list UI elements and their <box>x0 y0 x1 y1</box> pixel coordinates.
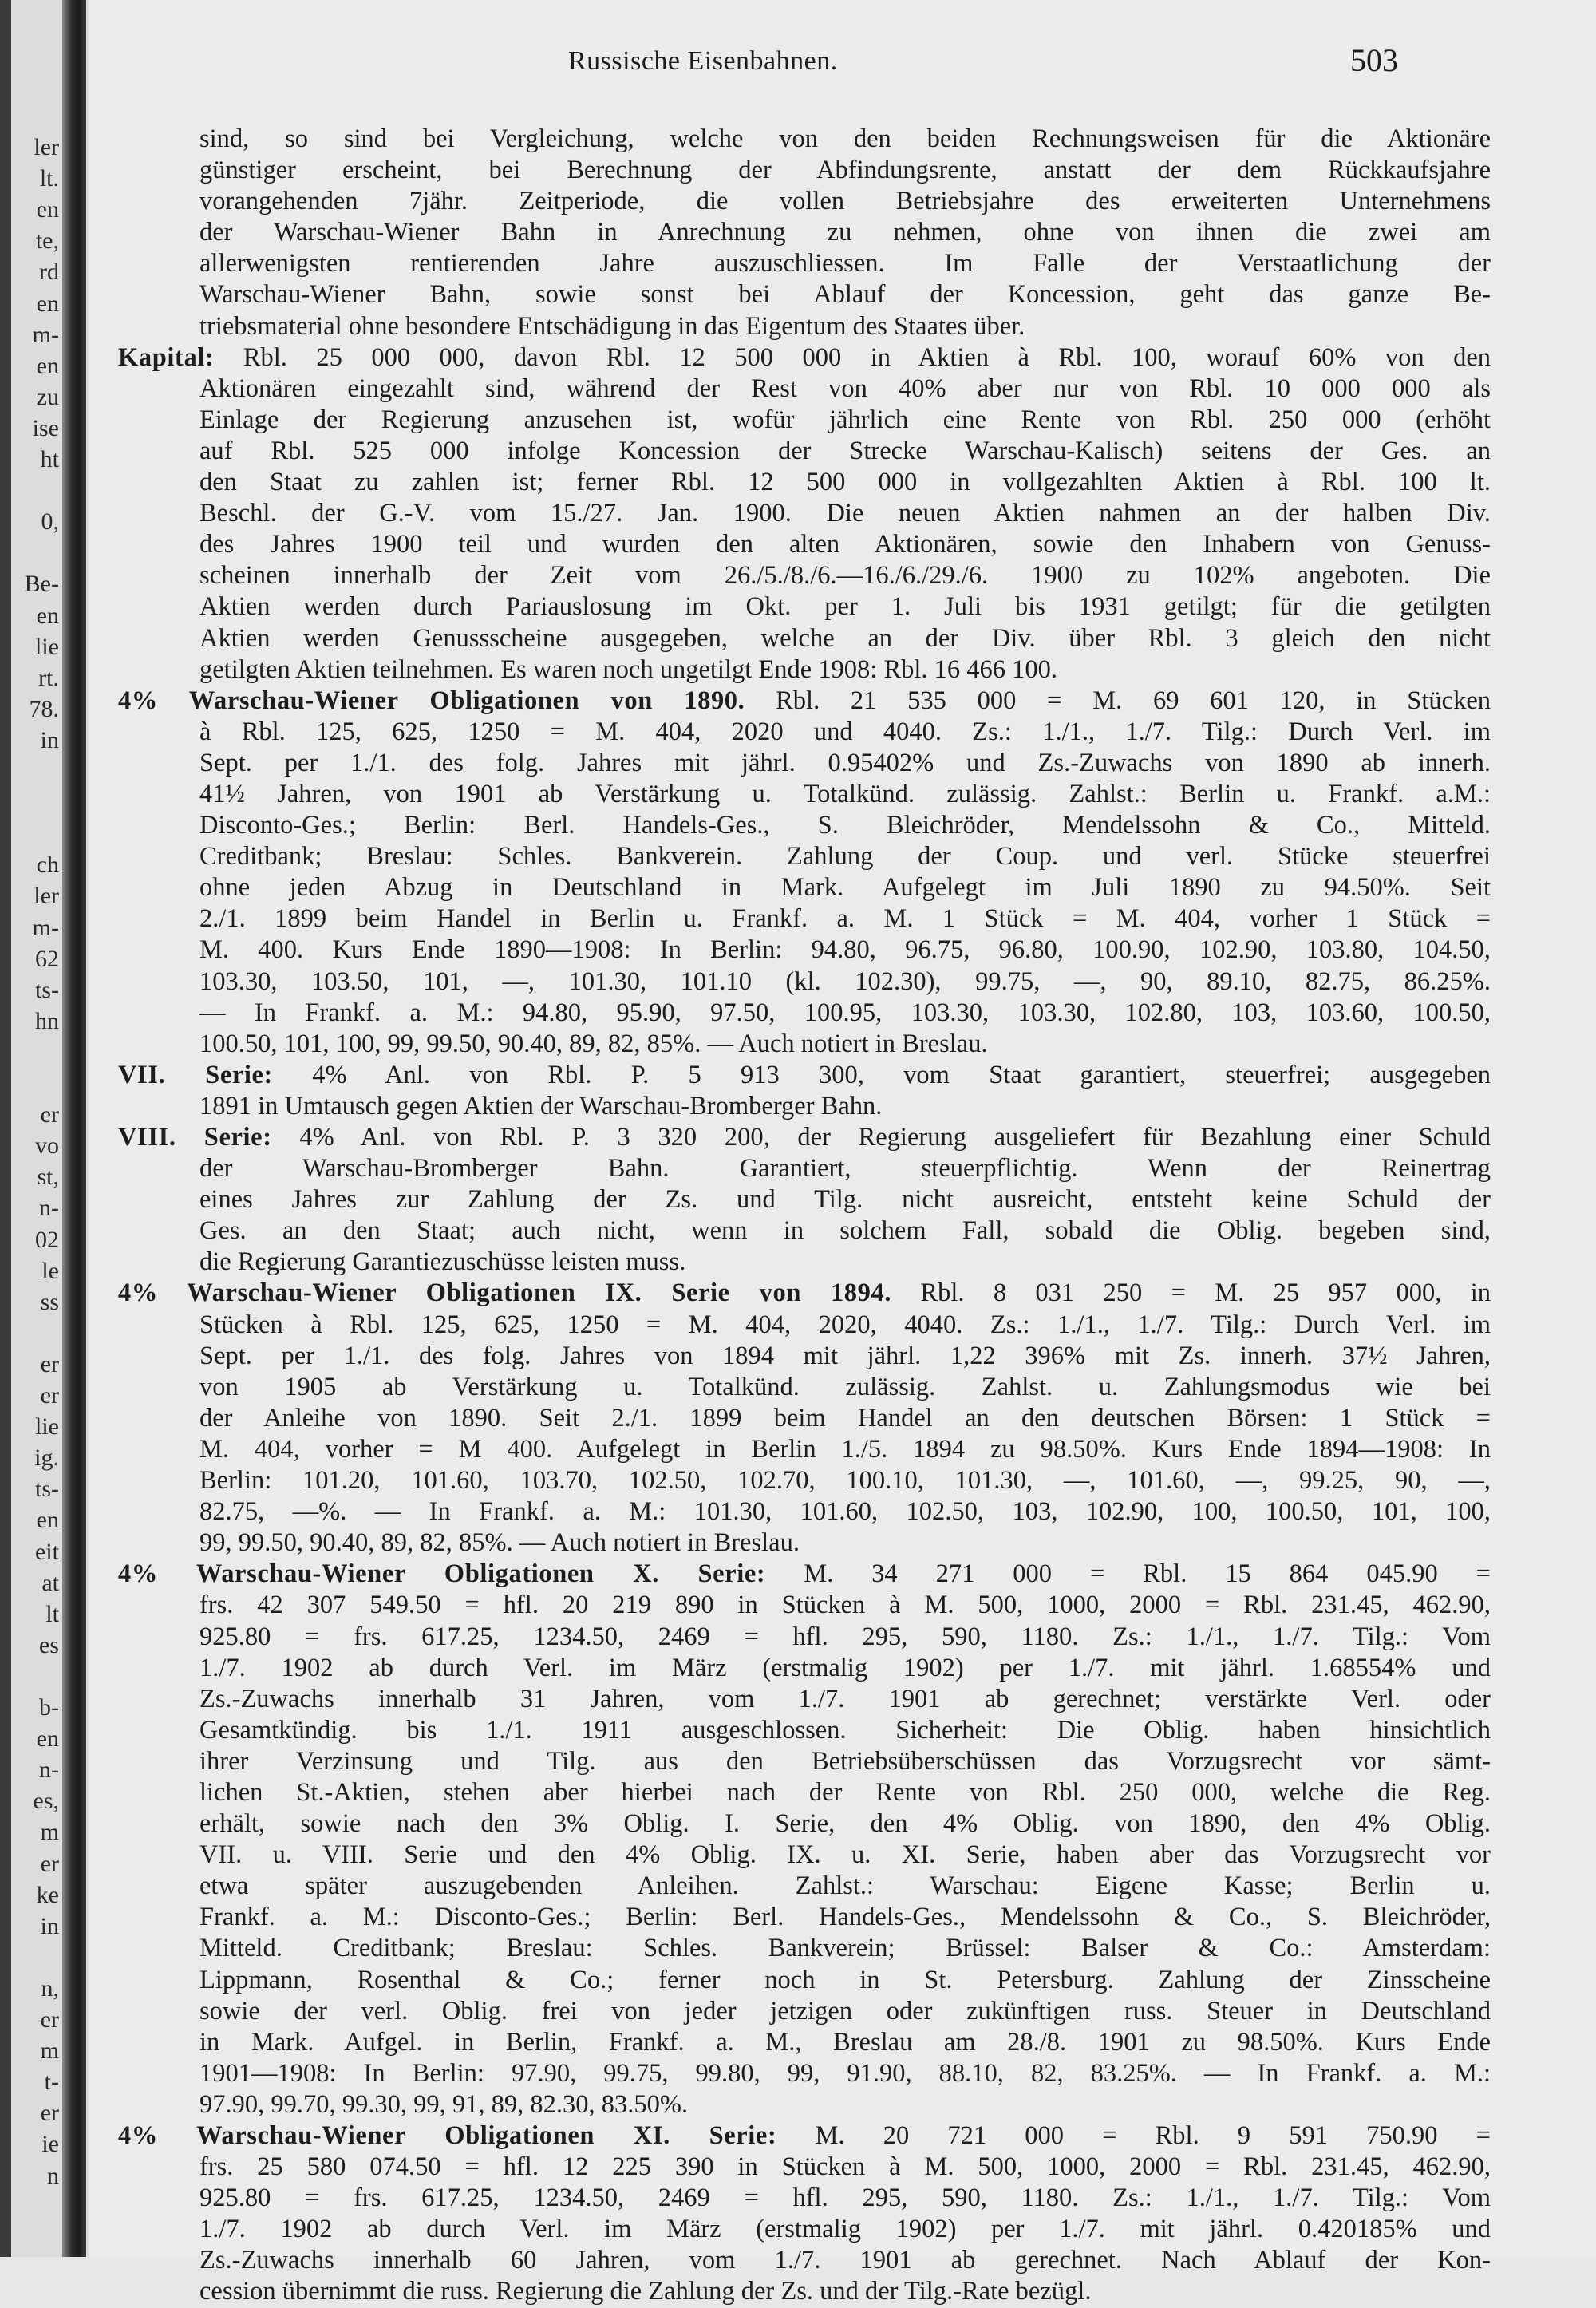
facing-page-fragment: m <box>40 2037 59 2065</box>
facing-page-fragment: at <box>41 1569 59 1596</box>
text-line <box>118 1590 1491 1621</box>
facing-page-fragment: n <box>47 2162 59 2189</box>
line-text: M. 20 721 000 = Rbl. 9 591 750.90 = <box>815 2121 1491 2150</box>
line-text: erhält, sowie nach den 3% Oblig. I. Serie, den 4% Oblig. von 1890, den 4% Oblig. <box>200 1809 1491 1839</box>
facing-page-fragment: ts- <box>35 1476 59 1503</box>
facing-page-margin <box>0 0 89 2257</box>
text-line <box>118 1434 1491 1465</box>
line-text: 103.30, 103.50, 101, —, 101.30, 101.10 (kl. 102.30), 99.75, —, 90, 89.10, 82.75, 86.25%. <box>200 966 1491 996</box>
facing-page-fragment: en <box>36 1725 59 1753</box>
facing-page-fragment: ler <box>34 883 59 910</box>
line-text: Rbl. 21 535 000 = M. 69 601 120, in Stücken <box>776 686 1491 715</box>
text-line <box>118 1247 1491 1278</box>
page-body <box>118 124 1491 2308</box>
line-text: 925.80 = frs. 617.25, 1234.50, 2469 = hfl. 295, 590, 1180. Zs.: 1./1., 1./7. Tilg.: Vom <box>200 1622 1491 1651</box>
line-text: 100.50, 101, 100, 99, 99.50, 90.40, 89, 82, 85%. — Auch notiert in Breslau. <box>200 1029 988 1058</box>
entry-serie-11 <box>118 2120 1491 2308</box>
entry-serie-10 <box>118 1559 1491 2120</box>
line-text: scheinen innerhalb der Zeit vom 26./5./8./6.—16./6./29./6. 1900 zu 102% angeboten. Die <box>200 561 1491 591</box>
running-title: Russische Eisenbahnen. <box>568 46 838 76</box>
text-line <box>118 717 1491 748</box>
facing-page-fragment: lt. <box>39 165 59 192</box>
facing-page-fragment: lie <box>35 1413 59 1441</box>
text-line <box>118 1684 1491 1715</box>
text-line <box>118 2058 1491 2089</box>
line-text: günstiger erscheint, bei Berechnung der Abfindungsrente, anstatt der dem Rückkaufsjahre <box>200 156 1491 185</box>
facing-page-fragment: en <box>36 290 59 317</box>
facing-page-fragment: rt. <box>38 664 59 691</box>
line-text: 1901—1908: In Berlin: 97.90, 99.75, 99.80, 99, 91.90, 88.10, 82, 83.25%. — In Frankf. a. M.: <box>200 2058 1491 2088</box>
line-text: Ges. an den Staat; auch nicht, wenn in solchem Fall, sobald die Oblig. begeben sind, <box>200 1216 1491 1246</box>
facing-page-fragment: 78. <box>29 695 59 722</box>
line-text: 4% Anl. von Rbl. P. 5 913 300, vom Staat garantiert, steuerfrei; ausgegeben <box>312 1060 1491 1089</box>
facing-page-fragment: hn <box>35 1007 59 1034</box>
text-line <box>118 1184 1491 1215</box>
facing-page-fragment: ig. <box>34 1444 59 1472</box>
page-edge <box>0 0 11 2257</box>
facing-page-fragment: en <box>36 196 59 223</box>
line-text: eines Jahres zur Zahlung der Zs. und Tilg. nicht ausreicht, entsteht keine Schuld der <box>200 1185 1491 1215</box>
facing-page-fragment: eit <box>35 1538 59 1565</box>
text-line <box>118 1465 1491 1496</box>
text-line <box>118 654 1491 686</box>
entry-heading: 4% Warschau-Wiener Obligationen von 1890. <box>118 686 745 715</box>
line-text: — In Frankf. a. M.: 94.80, 95.90, 97.50, 100.95, 103.30, 103.30, 102.80, 103, 103.60, 100.50, <box>200 998 1491 1027</box>
text-line <box>118 1746 1491 1777</box>
facing-page-fragment: lie <box>35 633 59 660</box>
text-line <box>118 529 1491 560</box>
facing-page-fragment: te, <box>35 227 59 255</box>
text-line <box>118 1653 1491 1684</box>
line-text: 82.75, —%. — In Frankf. a. M.: 101.30, 101.60, 102.50, 103, 102.90, 100, 100.50, 101, 100, <box>200 1497 1491 1527</box>
line-text: von 1905 ab Verstärkung u. Totalkünd. zulässig. Zahlst. u. Zahlungsmodus wie bei <box>200 1372 1491 1401</box>
line-text: Rbl. 8 031 250 = M. 25 957 000, in <box>920 1278 1491 1308</box>
facing-page-fragment: t- <box>44 2069 59 2096</box>
entry-serie-8 <box>118 1122 1491 1278</box>
text-line <box>118 779 1491 810</box>
entry-kapital <box>118 342 1491 686</box>
text-line <box>118 623 1491 654</box>
line-text: Creditbank; Breslau: Schles. Bankverein. Zahlung der Coup. und verl. Stücke steuerfrei <box>200 842 1491 871</box>
text-line <box>118 1996 1491 2027</box>
text-line <box>118 2089 1491 2120</box>
text-line <box>118 124 1491 155</box>
text-line <box>118 217 1491 248</box>
line-text: Einlage der Regierung anzusehen ist, wofür jährlich eine Rente von Rbl. 250 000 (erhöht <box>200 405 1491 434</box>
text-line <box>118 810 1491 841</box>
text-line <box>118 1715 1491 1746</box>
text-line <box>118 1527 1491 1559</box>
text-line <box>118 1091 1491 1122</box>
line-text: 1./7. 1902 ab durch Verl. im März (erstmalig 1902) per 1./7. mit jährl. 1.68554% und <box>200 1653 1491 1682</box>
facing-page-fragment: m- <box>32 321 59 348</box>
text-line <box>118 1496 1491 1527</box>
facing-page-fragment: rd <box>39 259 59 286</box>
line-text: Frankf. a. M.: Disconto-Ges.; Berlin: Berl. Handels-Ges., Mendelssohn & Co., S. Bleichröder, <box>200 1903 1491 1932</box>
line-text: ihrer Verzinsung und Tilg. aus den Betriebsüberschüssen das Vorzugsrecht vor sämt- <box>200 1746 1491 1776</box>
facing-page-fragment: ke <box>36 1881 59 1908</box>
entry-obl-1890 <box>118 686 1491 1060</box>
text-line <box>118 1965 1491 1996</box>
text-line <box>118 1808 1491 1840</box>
facing-page-fragment: er <box>40 1382 59 1409</box>
facing-page-fragment: er <box>40 2100 59 2127</box>
text-line <box>118 1840 1491 1871</box>
page-number: 503 <box>1350 42 1398 78</box>
facing-page-fragment: ler <box>34 134 59 160</box>
book-gutter <box>62 0 86 2257</box>
text-line <box>118 1933 1491 1964</box>
text-line <box>118 903 1491 935</box>
text-line <box>118 1777 1491 1808</box>
facing-page-fragment: 02 <box>35 1226 59 1253</box>
text-line <box>118 1871 1491 1902</box>
line-text: 97.90, 99.70, 99.30, 99, 91, 89, 82.30, 83.50%. <box>200 2089 689 2119</box>
line-text: den Staat zu zahlen ist; ferner Rbl. 12 500 000 in vollgezahlten Aktien à Rbl. 100 lt. <box>200 468 1491 497</box>
line-text: vorangehenden 7jähr. Zeitperiode, die vollen Betriebsjahre des erweiterten Unternehmens <box>200 187 1491 216</box>
line-text: Gesamtkündig. bis 1./1. 1911 ausgeschlossen. Sicherheit: Die Oblig. haben hinsichtlich <box>200 1715 1491 1745</box>
line-text: die Regierung Garantiezuschüsse leisten muss. <box>200 1247 686 1277</box>
facing-page-fragment: st, <box>37 1164 59 1191</box>
text-line <box>118 1122 1491 1153</box>
facing-page-fragment: ch <box>36 852 59 879</box>
line-text: des Jahres 1900 teil und wurden den alten Aktionären, sowie den Inhabern von Genuss- <box>200 530 1491 559</box>
facing-page-fragment: m <box>40 1819 59 1846</box>
text-line <box>118 1372 1491 1403</box>
text-line <box>118 1341 1491 1372</box>
line-text: frs. 25 580 074.50 = hfl. 12 225 390 in Stücken à M. 500, 1000, 2000 = Rbl. 231.45, 462.90, <box>200 2152 1491 2182</box>
text-line <box>118 436 1491 467</box>
line-text: 41½ Jahren, von 1901 ab Verstärkung u. Totalkünd. zulässig. Zahlst.: Berlin u. Frankf. a.M.: <box>200 779 1491 808</box>
facing-page-fragment: en <box>36 352 59 379</box>
entry-heading: VII. Serie: <box>118 1060 273 1089</box>
facing-page-fragment: es <box>39 1631 59 1658</box>
facing-page-fragment: er <box>40 1101 59 1128</box>
line-text: Aktien werden durch Pariauslosung im Okt. per 1. Juli bis 1931 getilgt; für die getilgten <box>200 592 1491 622</box>
text-line <box>118 748 1491 779</box>
line-text: Sept. per 1./1. des folg. Jahres mit jährl. 0.95402% und Zs.-Zuwachs von 1890 ab innerh. <box>200 748 1491 777</box>
facing-page-fragment: vo <box>35 1132 59 1160</box>
line-text: Rbl. 25 000 000, davon Rbl. 12 500 000 in Aktien à Rbl. 100, worauf 60% von den <box>243 342 1491 372</box>
line-text: Mitteld. Creditbank; Breslau: Schles. Bankverein; Brüssel: Balser & Co.: Amsterdam: <box>200 1934 1491 1963</box>
line-text: Zs.-Zuwachs innerhalb 31 Jahren, vom 1./7. 1901 ab gerechnet; verstärkte Verl. oder <box>200 1684 1491 1713</box>
text-line <box>118 2245 1491 2276</box>
facing-page-fragment: ise <box>32 414 59 441</box>
text-line <box>118 2214 1491 2245</box>
facing-page-fragment: b- <box>39 1694 59 1721</box>
text-line <box>118 591 1491 622</box>
facing-page-fragment: le <box>41 1257 59 1284</box>
text-line <box>118 872 1491 903</box>
text-line <box>118 1310 1491 1341</box>
facing-page-fragment: n, <box>41 1974 59 2002</box>
line-text: Lippmann, Rosenthal & Co.; ferner noch in St. Petersburg. Zahlung der Zinsscheine <box>200 1965 1491 1994</box>
text-line <box>118 966 1491 998</box>
facing-page-fragment: er <box>40 1350 59 1377</box>
text-line <box>118 1153 1491 1184</box>
entry-heading: 4% Warschau-Wiener Obligationen X. Serie: <box>118 1559 766 1589</box>
line-text: M. 404, vorher = M 400. Aufgelegt in Berlin 1./5. 1894 zu 98.50%. Kurs Ende 1894—1908: In <box>200 1434 1491 1464</box>
text-line <box>118 2276 1491 2307</box>
facing-page-fragment: es, <box>33 1788 59 1815</box>
facing-page-fragment: m- <box>32 914 59 941</box>
text-line <box>118 342 1491 373</box>
line-text: allerwenigsten rentierenden Jahre auszuschliessen. Im Falle der Verstaatlichung der <box>200 249 1491 279</box>
line-text: Aktionären eingezahlt sind, während der Rest von 40% aber nur von Rbl. 10 000 000 als <box>200 373 1491 403</box>
line-text: M. 400. Kurs Ende 1890—1908: In Berlin: 94.80, 96.75, 96.80, 100.90, 102.90, 103.80, 104.50, <box>200 935 1491 965</box>
line-text: 99, 99.50, 90.40, 89, 82, 85%. — Auch notiert in Breslau. <box>200 1528 800 1558</box>
text-line <box>118 311 1491 342</box>
facing-page-fragment: in <box>40 726 59 753</box>
entry-serie-9 <box>118 1278 1491 1559</box>
facing-page-fragment: Be- <box>24 571 59 598</box>
line-text: Zs.-Zuwachs innerhalb 60 Jahren, vom 1./7. 1901 ab gerechnet. Nach Ablauf der Kon- <box>200 2246 1491 2275</box>
text-line <box>118 279 1491 310</box>
line-text: 4% Anl. von Rbl. P. 3 320 200, der Regierung ausgeliefert für Bezahlung einer Schuld <box>299 1123 1491 1152</box>
text-line <box>118 1278 1491 1309</box>
line-text: Sept. per 1./1. des folg. Jahres von 1894 mit jährl. 1,22 396% mit Zs. innerh. 37½ Jahren, <box>200 1341 1491 1370</box>
line-text: in Mark. Aufgel. in Berlin, Frankf. a. M., Breslau am 28./8. 1901 zu 98.50%. Kurs Ende <box>200 2027 1491 2057</box>
facing-page-fragment: 0, <box>41 508 59 536</box>
facing-page-fragment: er <box>40 2006 59 2033</box>
text-line <box>118 405 1491 436</box>
line-text: 1./7. 1902 ab durch Verl. im März (erstmalig 1902) per 1./7. mit jährl. 0.420185% und <box>200 2215 1491 2244</box>
line-text: ohne jeden Abzug in Deutschland in Mark. Aufgelegt im Juli 1890 zu 94.50%. Seit <box>200 873 1491 903</box>
line-text: sind, so sind bei Vergleichung, welche von den beiden Rechnungsweisen für die Aktionäre <box>200 124 1491 153</box>
facing-page-fragment: n- <box>39 1757 59 1784</box>
facing-page-fragment: en <box>36 602 59 629</box>
line-text: Warschau-Wiener Bahn, sowie sonst bei Ablauf der Koncession, geht das ganze Be- <box>200 280 1491 310</box>
line-text: lichen St.-Aktien, stehen aber hierbei nach der Rente von Rbl. 250 000, welche die Reg. <box>200 1777 1491 1807</box>
text-line <box>118 841 1491 872</box>
text-line <box>118 373 1491 405</box>
line-text: etwa später auszugebenden Anleihen. Zahlst.: Warschau: Eigene Kasse; Berlin u. <box>200 1871 1491 1901</box>
line-text: VII. u. VIII. Serie und den 4% Oblig. IX. u. XI. Serie, haben aber das Vorzugsrecht vor <box>200 1840 1491 1870</box>
facing-page-fragment: ie <box>41 2131 59 2158</box>
line-text: triebsmaterial ohne besondere Entschädigung in das Eigentum des Staates über. <box>200 311 1025 341</box>
facing-page-fragment: zu <box>36 383 59 410</box>
text-line <box>118 998 1491 1029</box>
text-line <box>118 560 1491 591</box>
entry-heading: 4% Warschau-Wiener Obligationen XI. Serie: <box>118 2121 777 2150</box>
line-text: getilgten Aktien teilnehmen. Es waren noch ungetilgt Ende 1908: Rbl. 16 466 100. <box>200 654 1058 684</box>
facing-page-fragment: lt <box>45 1600 59 1627</box>
entry-intro <box>118 124 1491 342</box>
text-line <box>118 686 1491 717</box>
text-line <box>118 1060 1491 1091</box>
text-line <box>118 155 1491 186</box>
text-line <box>118 1029 1491 1060</box>
entry-heading: Kapital: <box>118 342 215 372</box>
line-text: M. 34 271 000 = Rbl. 15 864 045.90 = <box>804 1559 1491 1589</box>
text-line <box>118 1215 1491 1247</box>
text-line <box>118 2183 1491 2214</box>
text-line <box>118 935 1491 966</box>
text-line <box>118 1622 1491 1653</box>
line-text: Aktien werden Genussscheine ausgegeben, welche an der Div. über Rbl. 3 gleich den nicht <box>200 623 1491 653</box>
line-text: der Anleihe von 1890. Seit 2./1. 1899 beim Handel an den deutschen Börsen: 1 Stück = <box>200 1403 1491 1433</box>
facing-page-fragment: ht <box>40 446 59 472</box>
entry-serie-7 <box>118 1060 1491 1122</box>
line-text: auf Rbl. 525 000 infolge Koncession der Strecke Warschau-Kalisch) seitens der Ges. an <box>200 436 1491 465</box>
text-line <box>118 467 1491 498</box>
entry-heading: 4% Warschau-Wiener Obligationen IX. Serie von 1894. <box>118 1278 892 1308</box>
entry-heading: VIII. Serie: <box>118 1123 272 1152</box>
book-page <box>89 0 1596 2306</box>
facing-page-fragment: 62 <box>35 945 59 972</box>
line-text: cession übernimmt die russ. Regierung die Zahlung der Zs. und der Tilg.-Rate bezügl. <box>200 2277 1092 2306</box>
line-text: sowie der verl. Oblig. frei von jeder jetzigen oder zukünftigen russ. Steuer in Deutschland <box>200 1996 1491 2025</box>
facing-page-fragment: in <box>40 1912 59 1939</box>
text-line <box>118 1559 1491 1590</box>
facing-page-fragment: n- <box>39 1195 59 1222</box>
text-line <box>118 1902 1491 1933</box>
line-text: Beschl. der G.-V. vom 15./27. Jan. 1900. Die neuen Aktien nahmen an der halben Div. <box>200 499 1491 528</box>
text-line <box>118 2027 1491 2058</box>
text-line <box>118 186 1491 217</box>
line-text: 925.80 = frs. 617.25, 1234.50, 2469 = hfl. 295, 590, 1180. Zs.: 1./1., 1./7. Tilg.: Vom <box>200 2184 1491 2213</box>
facing-page-fragment: er <box>40 1850 59 1877</box>
line-text: Berlin: 101.20, 101.60, 103.70, 102.50, 102.70, 100.10, 101.30, —, 101.60, —, 99.25, 90, —, <box>200 1466 1491 1496</box>
facing-page-fragment: ts- <box>35 976 59 1003</box>
line-text: frs. 42 307 549.50 = hfl. 20 219 890 in Stücken à M. 500, 1000, 2000 = Rbl. 231.45, 462.90, <box>200 1591 1491 1620</box>
text-line <box>118 2120 1491 2152</box>
facing-page-fragment: en <box>36 1507 59 1534</box>
text-line <box>118 2152 1491 2183</box>
line-text: Stücken à Rbl. 125, 625, 1250 = M. 404, 2020, 4040. Zs.: 1./1., 1./7. Tilg.: Durch Verl. im <box>200 1310 1491 1339</box>
text-line <box>118 1403 1491 1434</box>
line-text: 1891 in Umtausch gegen Aktien der Warschau-Bromberger Bahn. <box>200 1091 883 1120</box>
text-line <box>118 498 1491 529</box>
facing-page-fragment: ss <box>40 1288 59 1315</box>
line-text: 2./1. 1899 beim Handel in Berlin u. Frankf. a. M. 1 Stück = M. 404, vorher 1 Stück = <box>200 904 1491 934</box>
text-line <box>118 248 1491 279</box>
line-text: der Warschau-Wiener Bahn in Anrechnung zu nehmen, ohne von ihnen die zwei am <box>200 218 1491 247</box>
line-text: Disconto-Ges.; Berlin: Berl. Handels-Ges., S. Bleichröder, Mendelssohn & Co., Mitteld. <box>200 811 1491 840</box>
line-text: der Warschau-Bromberger Bahn. Garantiert, steuerpflichtig. Wenn der Reinertrag <box>200 1154 1491 1184</box>
line-text: à Rbl. 125, 625, 1250 = M. 404, 2020 und 4040. Zs.: 1./1., 1./7. Tilg.: Durch Verl. im <box>200 717 1491 746</box>
